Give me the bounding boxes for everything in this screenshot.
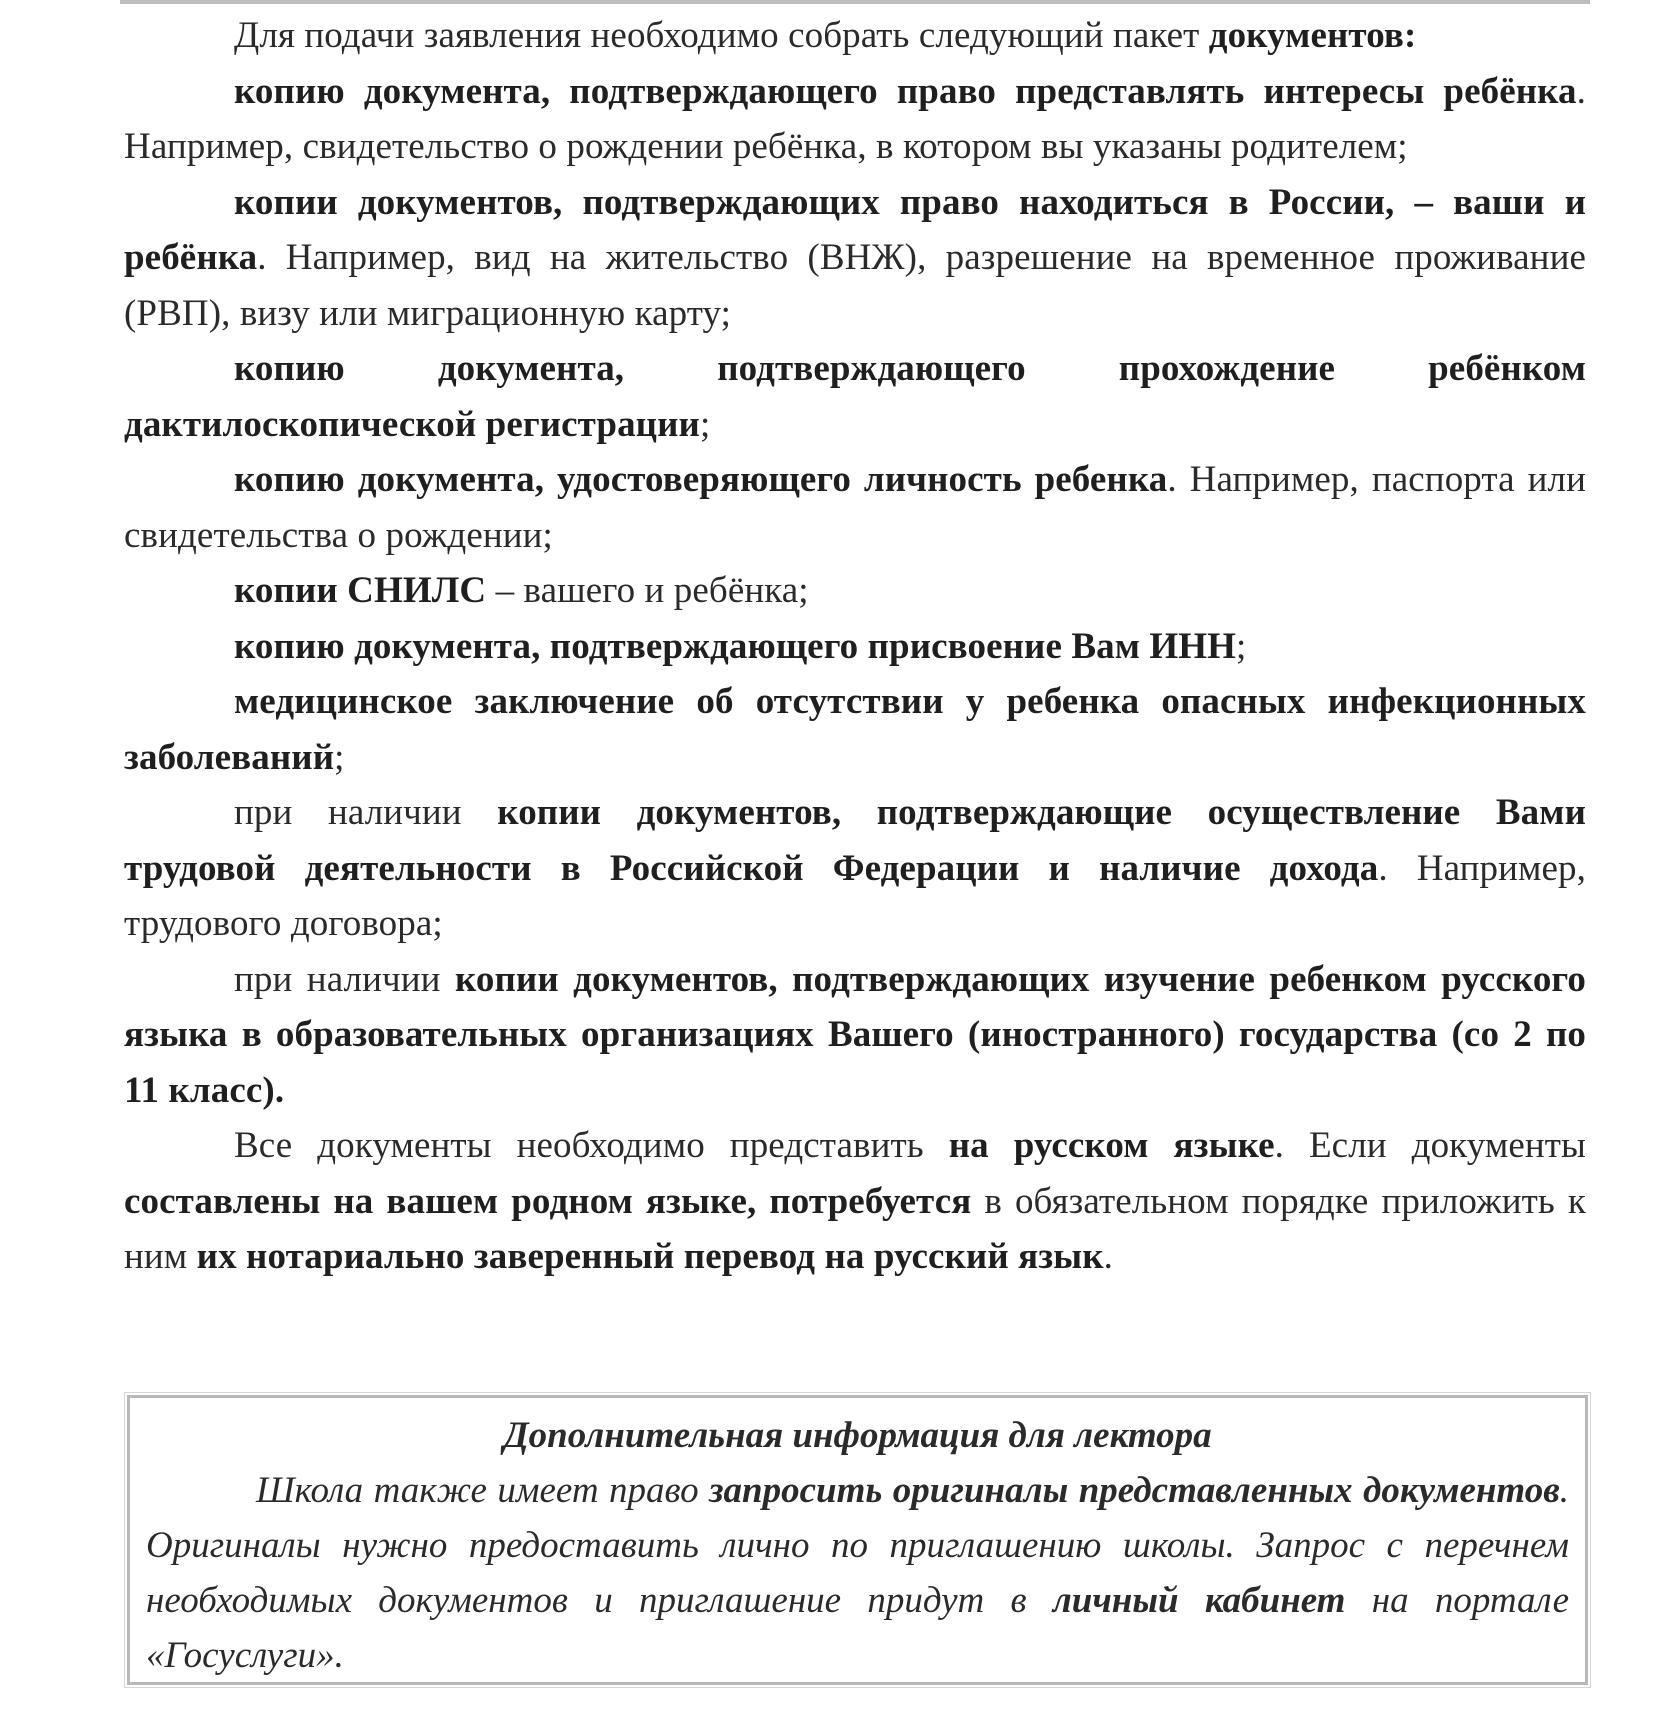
- item-bold: копию документа, подтверждающего право представлять интересы ребёнка: [234, 70, 1577, 112]
- lecturer-info-box: [127, 1395, 1588, 1685]
- item-bold: копию документа, подтверждающего присвоение Вам ИНН: [234, 625, 1236, 667]
- item-bold: копии документов, подтверждающие осуществление Вами трудовой деятельности в Российской Федерации и наличие дохода: [124, 792, 1586, 889]
- list-item-fingerprinting: [124, 341, 1586, 452]
- lecturer-text: Школа также имеет право: [256, 1470, 710, 1511]
- item-bold: копии документов, подтверждающих изучение ребенком русского языка в образовательных организациях Вашего (иностранного) государства (со 2 по 11 класс).: [124, 958, 1587, 1111]
- list-item-medical: [124, 674, 1586, 785]
- item-text: ;: [699, 403, 711, 445]
- top-border-line: [120, 0, 1590, 4]
- item-text: . Например, вид на жительство (ВНЖ), разрешение на временное проживание (РВП), визу или миграционную карту;: [124, 237, 1586, 334]
- list-item-inn: [124, 619, 1586, 675]
- list-item-language-study: [124, 952, 1586, 1119]
- lecturer-bold: личный кабинет: [1052, 1580, 1346, 1621]
- list-item-employment: [124, 785, 1586, 952]
- item-text: . Например, свидетельство о рождении ребёнка, в котором вы указаны родителем;: [124, 70, 1586, 167]
- item-bold: копии СНИЛС: [234, 570, 487, 611]
- lecturer-text: . Оригиналы нужно предоставить лично по приглашению школы. Запрос с перечнем необходимых документов и приглашение придут в: [146, 1470, 1569, 1621]
- language-text: .: [1103, 1236, 1113, 1277]
- list-item-guardianship: [124, 64, 1586, 175]
- item-prefix: при наличии: [234, 958, 455, 1000]
- item-text: ;: [334, 736, 345, 778]
- item-bold: медицинское заключение об отсутствии у ребенка опасных инфекционных заболеваний: [124, 681, 1586, 778]
- lecturer-box-text: [146, 1463, 1569, 1683]
- language-requirement-paragraph: [124, 1118, 1586, 1285]
- item-prefix: при наличии: [234, 792, 498, 833]
- intro-bold: документов:: [1208, 15, 1417, 56]
- lecturer-text: на портале «Госуслуги».: [146, 1580, 1569, 1676]
- language-text: в обязательном порядке приложить к ним: [124, 1180, 1586, 1277]
- language-text: . Если документы: [1274, 1125, 1587, 1166]
- item-bold: копию документа, удостоверяющего личность ребенка: [234, 459, 1168, 500]
- language-bold: на русском языке: [948, 1125, 1275, 1166]
- list-item-snils: [124, 563, 1586, 619]
- lecturer-bold: запросить оригиналы представленных документов: [709, 1470, 1560, 1511]
- document-page: [124, 8, 1586, 1285]
- lecturer-box-title: Дополнительная информация для лектора: [503, 1415, 1212, 1456]
- language-bold: составлены на вашем родном языке, потребуется: [124, 1180, 972, 1222]
- item-bold: копию документа, подтверждающего прохождение ребёнком дактилоскопической регистрации: [124, 348, 1586, 445]
- intro-paragraph: [124, 8, 1586, 64]
- item-text: . Например, паспорта или свидетельства о рождении;: [124, 459, 1586, 556]
- item-text: – вашего и ребёнка;: [486, 570, 809, 611]
- item-bold: копии документов, подтверждающих право находиться в России, – ваши и ребёнка: [124, 181, 1586, 278]
- list-item-identity: [124, 452, 1586, 563]
- language-bold: их нотариально заверенный перевод на русский язык: [196, 1236, 1104, 1277]
- list-item-residence: [124, 175, 1586, 342]
- item-text: . Например, трудового договора;: [124, 847, 1586, 944]
- language-text: Все документы необходимо представить: [234, 1125, 949, 1166]
- intro-text: Для подачи заявления необходимо собрать следующий пакет: [234, 15, 1209, 56]
- item-text: ;: [1236, 625, 1247, 667]
